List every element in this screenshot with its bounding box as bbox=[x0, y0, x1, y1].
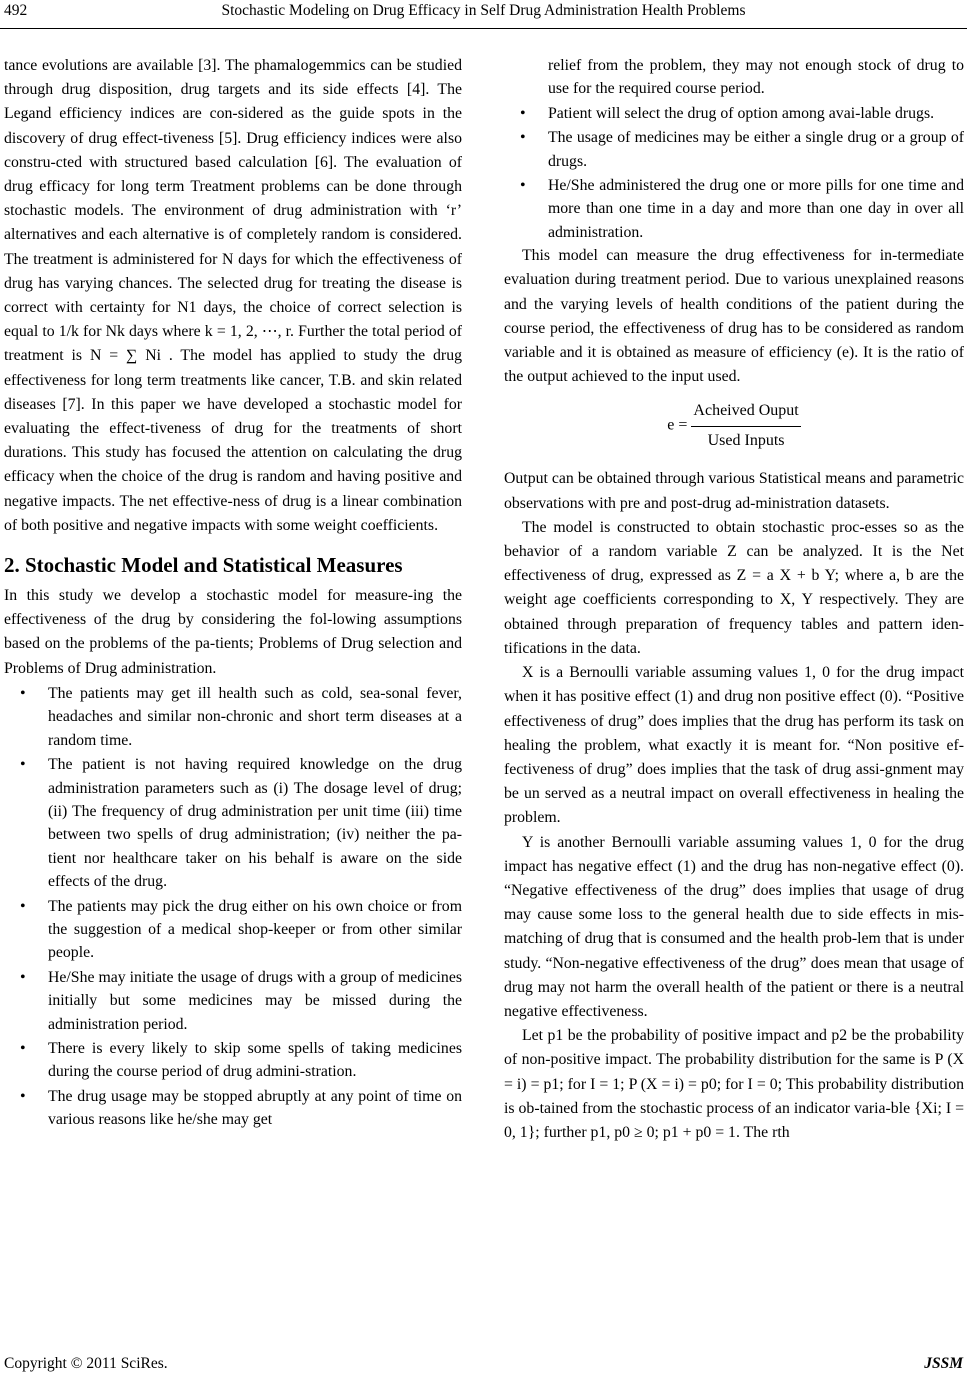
model-paragraph: This model can measure the drug effectiveness for in-termediate evaluation during treatment period. Due to various unexplained reasons and the varying levels of health conditions of the patient during the course period, the effectiveness of drug has to be considered as random variable and it is obtained as measure of efficiency (e). It is the ratio of the output achieved to the input used. bbox=[504, 247, 964, 386]
probability-paragraph: Let p1 be the probability of positive impact and p2 be the probability of non-positive impact. The probability distribution for the same is P (X = i) = p1; for I = 1; P (X = i) = p0; for I = 0; This probability distribution is ob-tained from the stochastic process of an indicator varia-ble {Xi; I = 0, 1}; further p1, p0 ≥ 0; p1 + p0 = 1. The rth bbox=[504, 1027, 964, 1141]
assumptions-list bbox=[4, 682, 462, 1132]
bullet-icon: • bbox=[520, 104, 526, 122]
list-item: • There is every likely to skip some spells of taking medicines during the course period of drug admini-stration. bbox=[4, 1037, 462, 1084]
bullet-icon: • bbox=[520, 177, 526, 195]
header-rule bbox=[0, 28, 967, 29]
bullet-icon: • bbox=[20, 684, 26, 702]
x-variable-paragraph: X is a Bernoulli variable assuming values 1, 0 for the drug impact when it has positive effect (1) and drug non positive effect (0). “Positive effectiveness of drug” does implies that the drug has perform its task on healing the problem, what exactly it is meant for. “Non positive ef-fectiveness of drug” does implies that the task of drug assi-gnment may be un served as a neutral impact on overall effectiveness in healing the problem. bbox=[504, 664, 964, 827]
bullet-icon: • bbox=[20, 756, 26, 774]
intro-paragraph: tance evolutions are available [3]. The phamalogemmics can be studied through drug disposition, drug targets and its side effects [4]. The Legand efficiency indices are con-sidered as the guide spots in the discovery of drug effect-tiveness [5]. Drug efficiency indices were also constru-cted with structured based calculation [6]. The evaluation of drug efficacy for long term Treatment problems can be done through stochastic models. The environment of drug administration with ‘r’ alternatives and each alternative is of completely random is considered. The treatment is administered for N days for which the effectiveness of drug has varying chances. The selected drug for treating the disease is correct with certainty for N1 days, the choice of correct selection is equal to 1/k for Nk days where k = 1, 2, ⋯, r. Further the total period of treatment is N = ∑ Ni . The model has applied to study the drug effectiveness for long term treatments like cancer, T.B. and skin related diseases [7]. In this paper we have developed a stochastic model for evaluating the effect-tiveness of drug for the treatments of short durations. This study has focused the attention on calculating the drug efficacy when the choice of the drug is random and having positive and negative impacts. The net effective-ness of drug is a linear combination of both positive and negative impacts with some weight coefficients. bbox=[4, 57, 462, 534]
running-title: Stochastic Modeling on Drug Efficacy in Self Drug Administration Health Problems bbox=[221, 2, 746, 19]
equation-lhs: e = bbox=[667, 416, 688, 434]
list-item: • He/She may initiate the usage of drugs with a group of medicines initially but some medicines may be missed during the administration period. bbox=[4, 966, 462, 1036]
equation-numerator: Acheived Ouput bbox=[691, 399, 800, 426]
bullet-icon: • bbox=[20, 897, 26, 915]
page-number: 492 bbox=[4, 2, 28, 19]
list-item: • The patients may get ill health such as cold, sea-sonal fever, headaches and similar non-chronic and short term diseases at a random time. bbox=[4, 682, 462, 752]
output-paragraph: Output can be obtained through various Statistical means and parametric observations with pre and post-drug ad-ministration datasets. bbox=[504, 470, 964, 512]
copyright-notice: Copyright © 2011 SciRes. bbox=[4, 1355, 168, 1372]
list-item: • He/She administered the drug one or more pills for one time and more than one time in a day and more than one day in over all administration. bbox=[504, 174, 964, 244]
list-item: • Patient will select the drug of option among avai-lable drugs. bbox=[504, 102, 964, 125]
left-column bbox=[4, 54, 462, 1132]
journal-abbreviation: JSSM bbox=[924, 1355, 963, 1372]
bullet-icon: • bbox=[520, 129, 526, 147]
equation-denominator: Used Inputs bbox=[707, 431, 785, 449]
model-construction-paragraph: The model is constructed to obtain stochastic proc-esses so as the behavior of a random variable Z can be analyzed. It is the Net effectiveness of drug, expressed as Z = a X + b Y; where a, b are the weight age coefficients corresponding to X, Y respectively. They are obtained through preparation of frequency tables and pattern iden-tifications in the data. bbox=[504, 518, 964, 657]
equation-fraction bbox=[691, 399, 800, 452]
assumptions-intro: In this study we develop a stochastic model for measure-ing the effectiveness of the drug by considering the fol-lowing assumptions based on the problems of the pa-tients; Problems of Drug selection and Problems of Drug administration. bbox=[4, 587, 462, 677]
section-heading: 2. Stochastic Model and Statistical Measures bbox=[4, 553, 403, 578]
list-item: • The drug usage may be stopped abruptly at any point of time on various reasons like he/she may get bbox=[4, 1085, 462, 1132]
list-item: • The usage of medicines may be either a single drug or a group of drugs. bbox=[504, 126, 964, 173]
list-item-continuation: relief from the problem, they may not enough stock of drug to use for the required course period. bbox=[548, 57, 964, 98]
bullet-icon: • bbox=[20, 1087, 26, 1105]
y-variable-paragraph: Y is another Bernoulli variable assuming values 1, 0 for the drug impact has negative effect (1) and the drug has non-negative effect (0). “Negative effectiveness of the drug” does implies that usage of drug may cause some loss to the general health due to side effects in mis-matching of drug that is consumed and the health prob-lem that is under study. “Non-negative effectiveness of the drug” does mean that usage of drug may not harm the overall health of the patient or there is a neutral negative effectiveness. bbox=[504, 833, 964, 1020]
list-item: • The patient is not having required knowledge on the drug administration parameters such as (i) The dosage level of drug; (ii) The frequency of drug administration per unit time (iii) time between two spells of drug administration; (iv) neither the pa-tient nor healthcare taker on his behalf is aware on the side effects of the drug. bbox=[4, 753, 462, 893]
bullet-icon: • bbox=[20, 968, 26, 986]
list-item: • The patients may pick the drug either on his own choice or from the suggestion of a medical shop-keeper or from other similar people. bbox=[4, 895, 462, 965]
right-column bbox=[504, 54, 964, 1145]
bullet-icon: • bbox=[20, 1039, 26, 1057]
efficiency-equation bbox=[504, 399, 964, 455]
assumptions-list-continued bbox=[504, 102, 964, 244]
